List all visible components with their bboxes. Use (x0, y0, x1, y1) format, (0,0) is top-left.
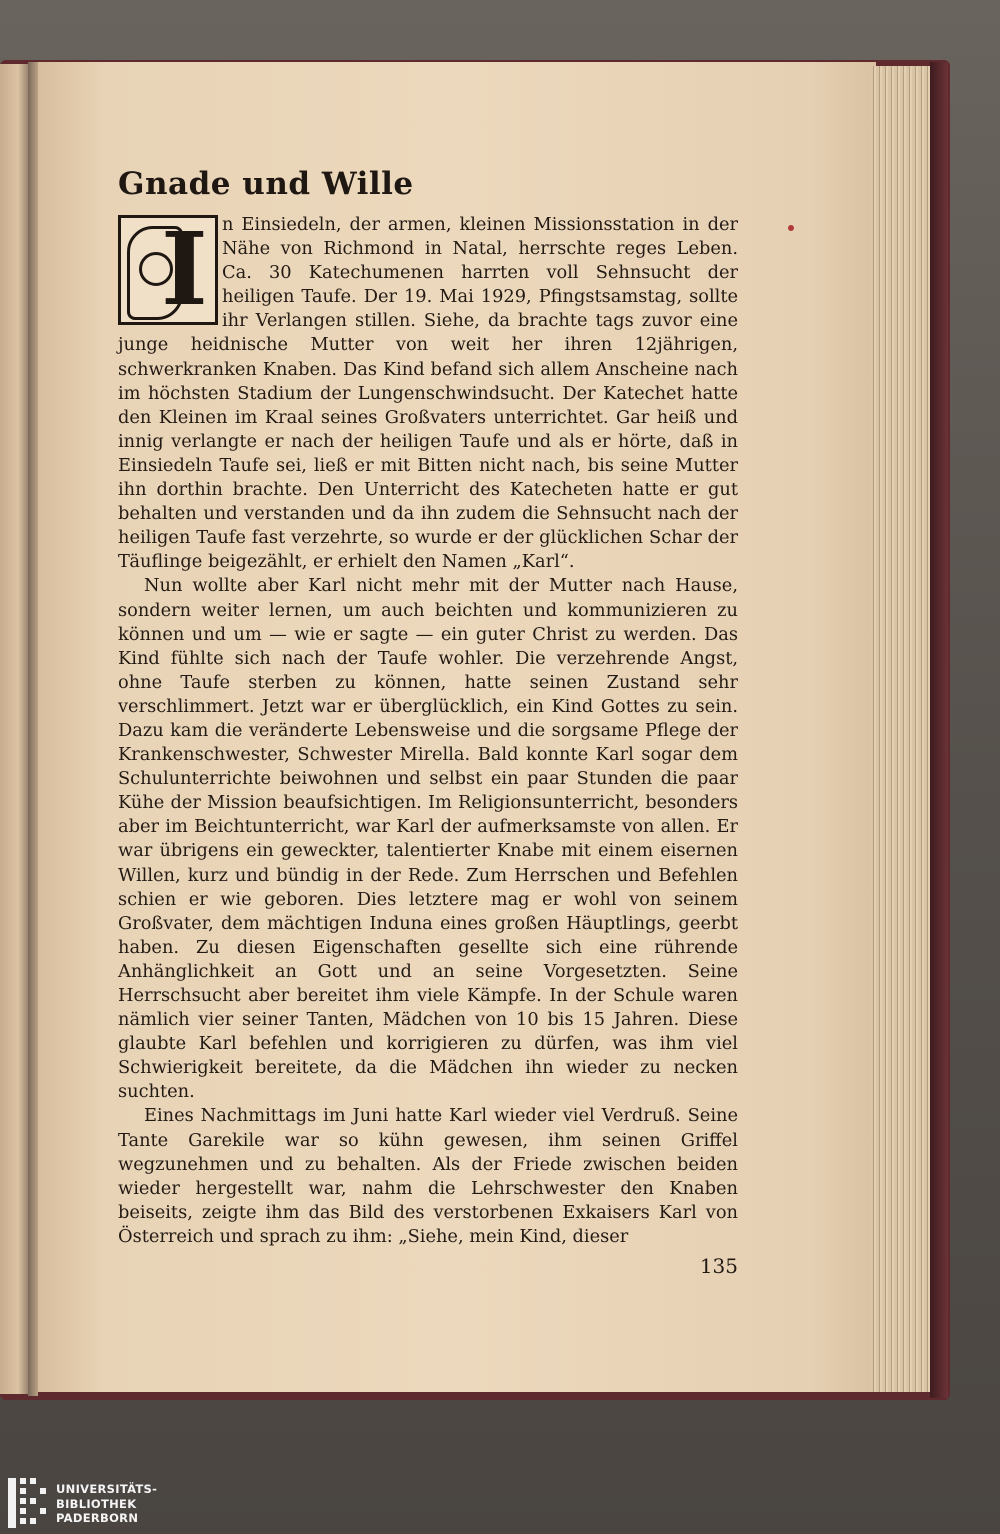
page-gutter (28, 62, 38, 1396)
page-number: 135 (699, 1254, 738, 1278)
logo-line-3: PADERBORN (56, 1511, 139, 1525)
ink-mark (788, 225, 794, 231)
paragraph-3: Eines Nachmittags im Juni hatte Karl wieder viel Verdruß. Seine Tante Garekile war so kühn gewesen, ihm seinen Griffel wegzunehmen und zu behalten. Als der Friede zwischen beiden wieder hergestellt war, nahm die Lehrschwester den Knaben beiseits, zeigte ihm das Bild des verstorbenen Exkaisers Karl von Österreich und sprach zu ihm: „Siehe, mein Kind, dieser (118, 1105, 738, 1247)
binding-edge (930, 62, 948, 1398)
initial-letter: I (161, 210, 208, 328)
facing-page-edge (0, 64, 30, 1394)
logo-line-1: UNIVERSITÄTS- (56, 1482, 158, 1496)
paragraph-2: Nun wollte aber Karl nicht mehr mit der Mutter nach Hause, sondern weiter lernen, um auch beichten und kommunizieren zu können und um — wie er sagte — ein guter Christ zu werden. Das Kind fühlte sich nach der Taufe wohler. Die verzehrende Angst, ohne Taufe sterben zu können, hatte seinen Zustand sehr verschlimmert. Jetzt war er überglücklich, ein Kind Gottes zu sein. Dazu kam die veränderte Lebensweise und die sorgsame Pflege der Krankenschwester, Schwester Mirella. Bald konnte Karl sogar dem Schulunterrichte beiwohnen und selbst ein paar Stunden die paar Kühe der Mission beaufsichtigen. Im Religionsunterricht, besonders aber im Beichtunterricht, war Karl der aufmerksamste von allen. Er war übrigens ein geweckter, talentierter Knabe mit einem eisernen Willen, kurz und bündig in der Rede. Zum Herrschen und Befehlen schien er wie geboren. Dies letztere mag er wohl von seinem Großvater, dem mächtigen Induna eines großen Häuptlings, geerbt haben. Zu diesen Eigenschaften gesellte sich eine rührende Anhänglichkeit an Gott und an seine Vorgesetzten. Seine Herrschsucht aber bereitet ihm viele Kämpfe. In der Schule waren nämlich vier seiner Tanten, Mädchen von 10 bis 15 Jahren. Diese glaubte Karl befehlen und korrigieren zu dürfen, was ihm viel Schwierigkeit bereitete, da die Mädchen ihn wieder zu necken suchten. (118, 575, 738, 1103)
page-edges (870, 66, 930, 1392)
logo-line-2: BIBLIOTHEK (56, 1496, 137, 1511)
initial-space (118, 210, 222, 329)
library-logo-text (56, 1482, 157, 1526)
body-text (118, 210, 738, 1249)
paragraph-1: n Einsiedeln, der armen, kleinen Missionsstation in der Nähe von Richmond in Natal, herrschte reges Leben. Ca. 30 Katechumenen harrten voll Sehnsucht der heiligen Taufe. Der 19. Mai 1929, Pfingstsamstag, sollte ihr Verlangen stillen. Siehe, da brachte tags zuvor eine junge heidnische Mutter von weit her ihren 12jährigen, schwerkranken Knaben. Das Kind befand sich allem Anscheine nach im höchsten Stadium der Lungenschwindsucht. Der Katechet hatte den Kleinen im Kraal seines Großvaters unterrichtet. Gar heiß und innig verlangte er nach der heiligen Taufe und als er hörte, daß in Einsiedeln Taufe sei, ließ er mit Bitten nicht nach, bis seine Mutter ihn dorthin brachte. Den Unterricht des Katecheten hatte er gut behalten und verstanden und da ihn zudem die Sehnsucht nach der heiligen Taufe fast verzehrte, so wurde er der glücklichen Schar der Täuflinge beigezählt, er erhielt den Namen „Karl“. (118, 214, 738, 573)
library-logo-icon (8, 1478, 52, 1528)
chapter-title: Gnade und Wille (118, 166, 414, 202)
